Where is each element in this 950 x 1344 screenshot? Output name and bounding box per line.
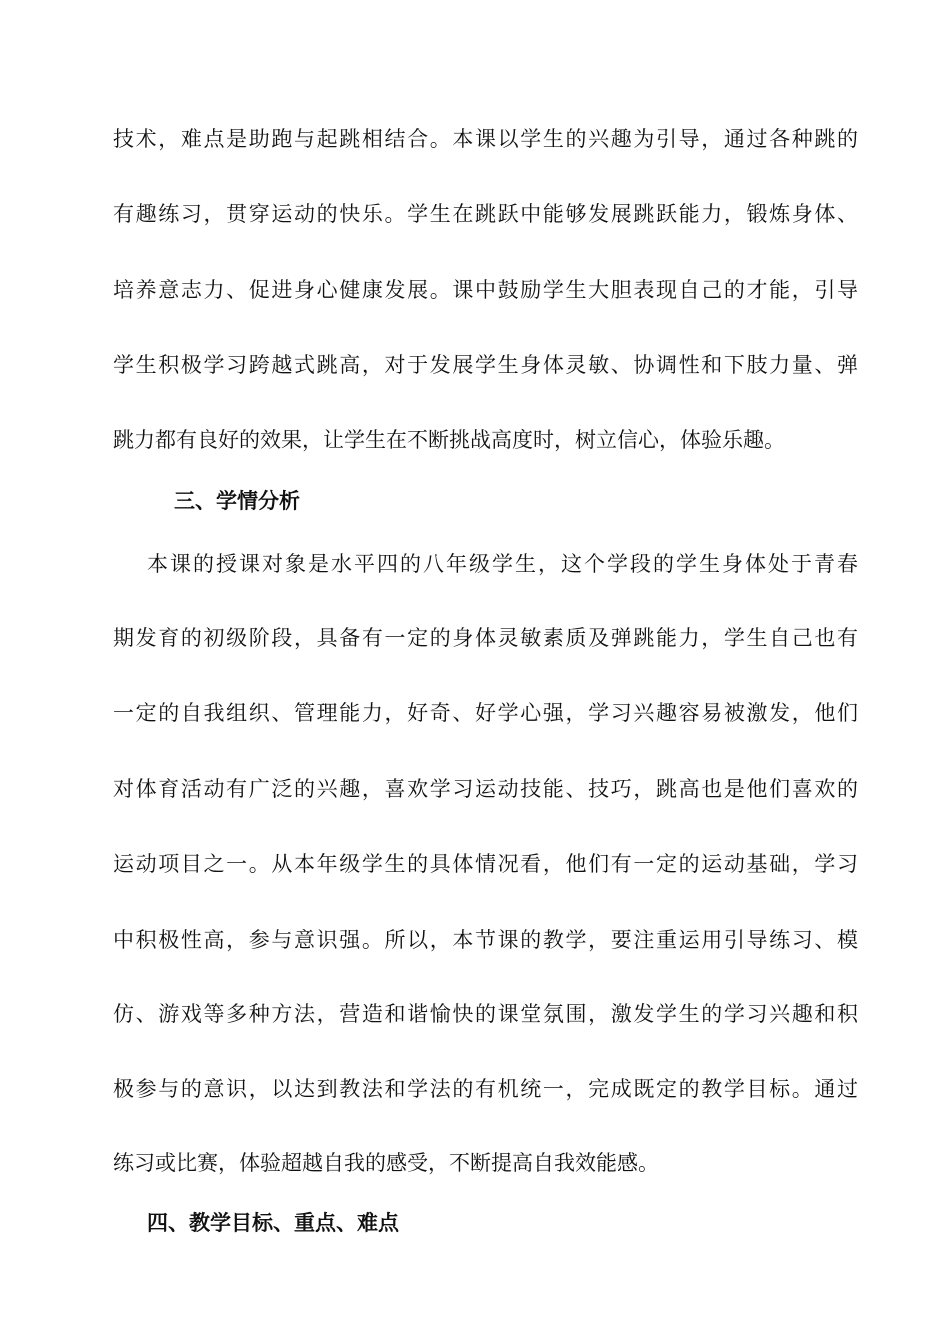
paragraph-line: 本课的授课对象是水平四的八年级学生，这个学段的学生身体处于青春: [147, 552, 858, 576]
paragraph-line: 运动项目之一。从本年级学生的具体情况看，他们有一定的运动基础，学习: [113, 852, 858, 876]
paragraph-line: 技术，难点是助跑与起跳相结合。本课以学生的兴趣为引导，通过各种跳的: [113, 127, 858, 151]
paragraph-line: 仿、游戏等多种方法，营造和谐愉快的课堂氛围，激发学生的学习兴趣和积: [113, 1002, 858, 1026]
paragraph-line: 对体育活动有广泛的兴趣，喜欢学习运动技能、技巧，跳高也是他们喜欢的: [113, 777, 858, 801]
paragraph-line: 跳力都有良好的效果，让学生在不断挑战高度时，树立信心，体验乐趣。: [113, 428, 785, 452]
paragraph-line: 中积极性高，参与意识强。所以，本节课的教学，要注重运用引导练习、模: [113, 928, 858, 952]
paragraph-line: 极参与的意识，以达到教法和学法的有机统一，完成既定的教学目标。通过: [113, 1077, 858, 1101]
section-heading: 四、教学目标、重点、难点: [147, 1211, 399, 1235]
paragraph-line: 练习或比赛，体验超越自我的感受，不断提高自我效能感。: [113, 1151, 659, 1175]
paragraph-line: 期发育的初级阶段，具备有一定的身体灵敏素质及弹跳能力，学生自己也有: [113, 626, 858, 650]
paragraph-line: 一定的自我组织、管理能力，好奇、好学心强，学习兴趣容易被激发，他们: [113, 701, 858, 725]
paragraph-line: 学生积极学习跨越式跳高，对于发展学生身体灵敏、协调性和下肢力量、弹: [113, 353, 858, 377]
paragraph-line: 有趣练习，贯穿运动的快乐。学生在跳跃中能够发展跳跃能力，锻炼身体、: [113, 202, 858, 226]
section-heading: 三、学情分析: [174, 489, 300, 513]
paragraph-line: 培养意志力、促进身心健康发展。课中鼓励学生大胆表现自己的才能，引导: [113, 278, 858, 302]
